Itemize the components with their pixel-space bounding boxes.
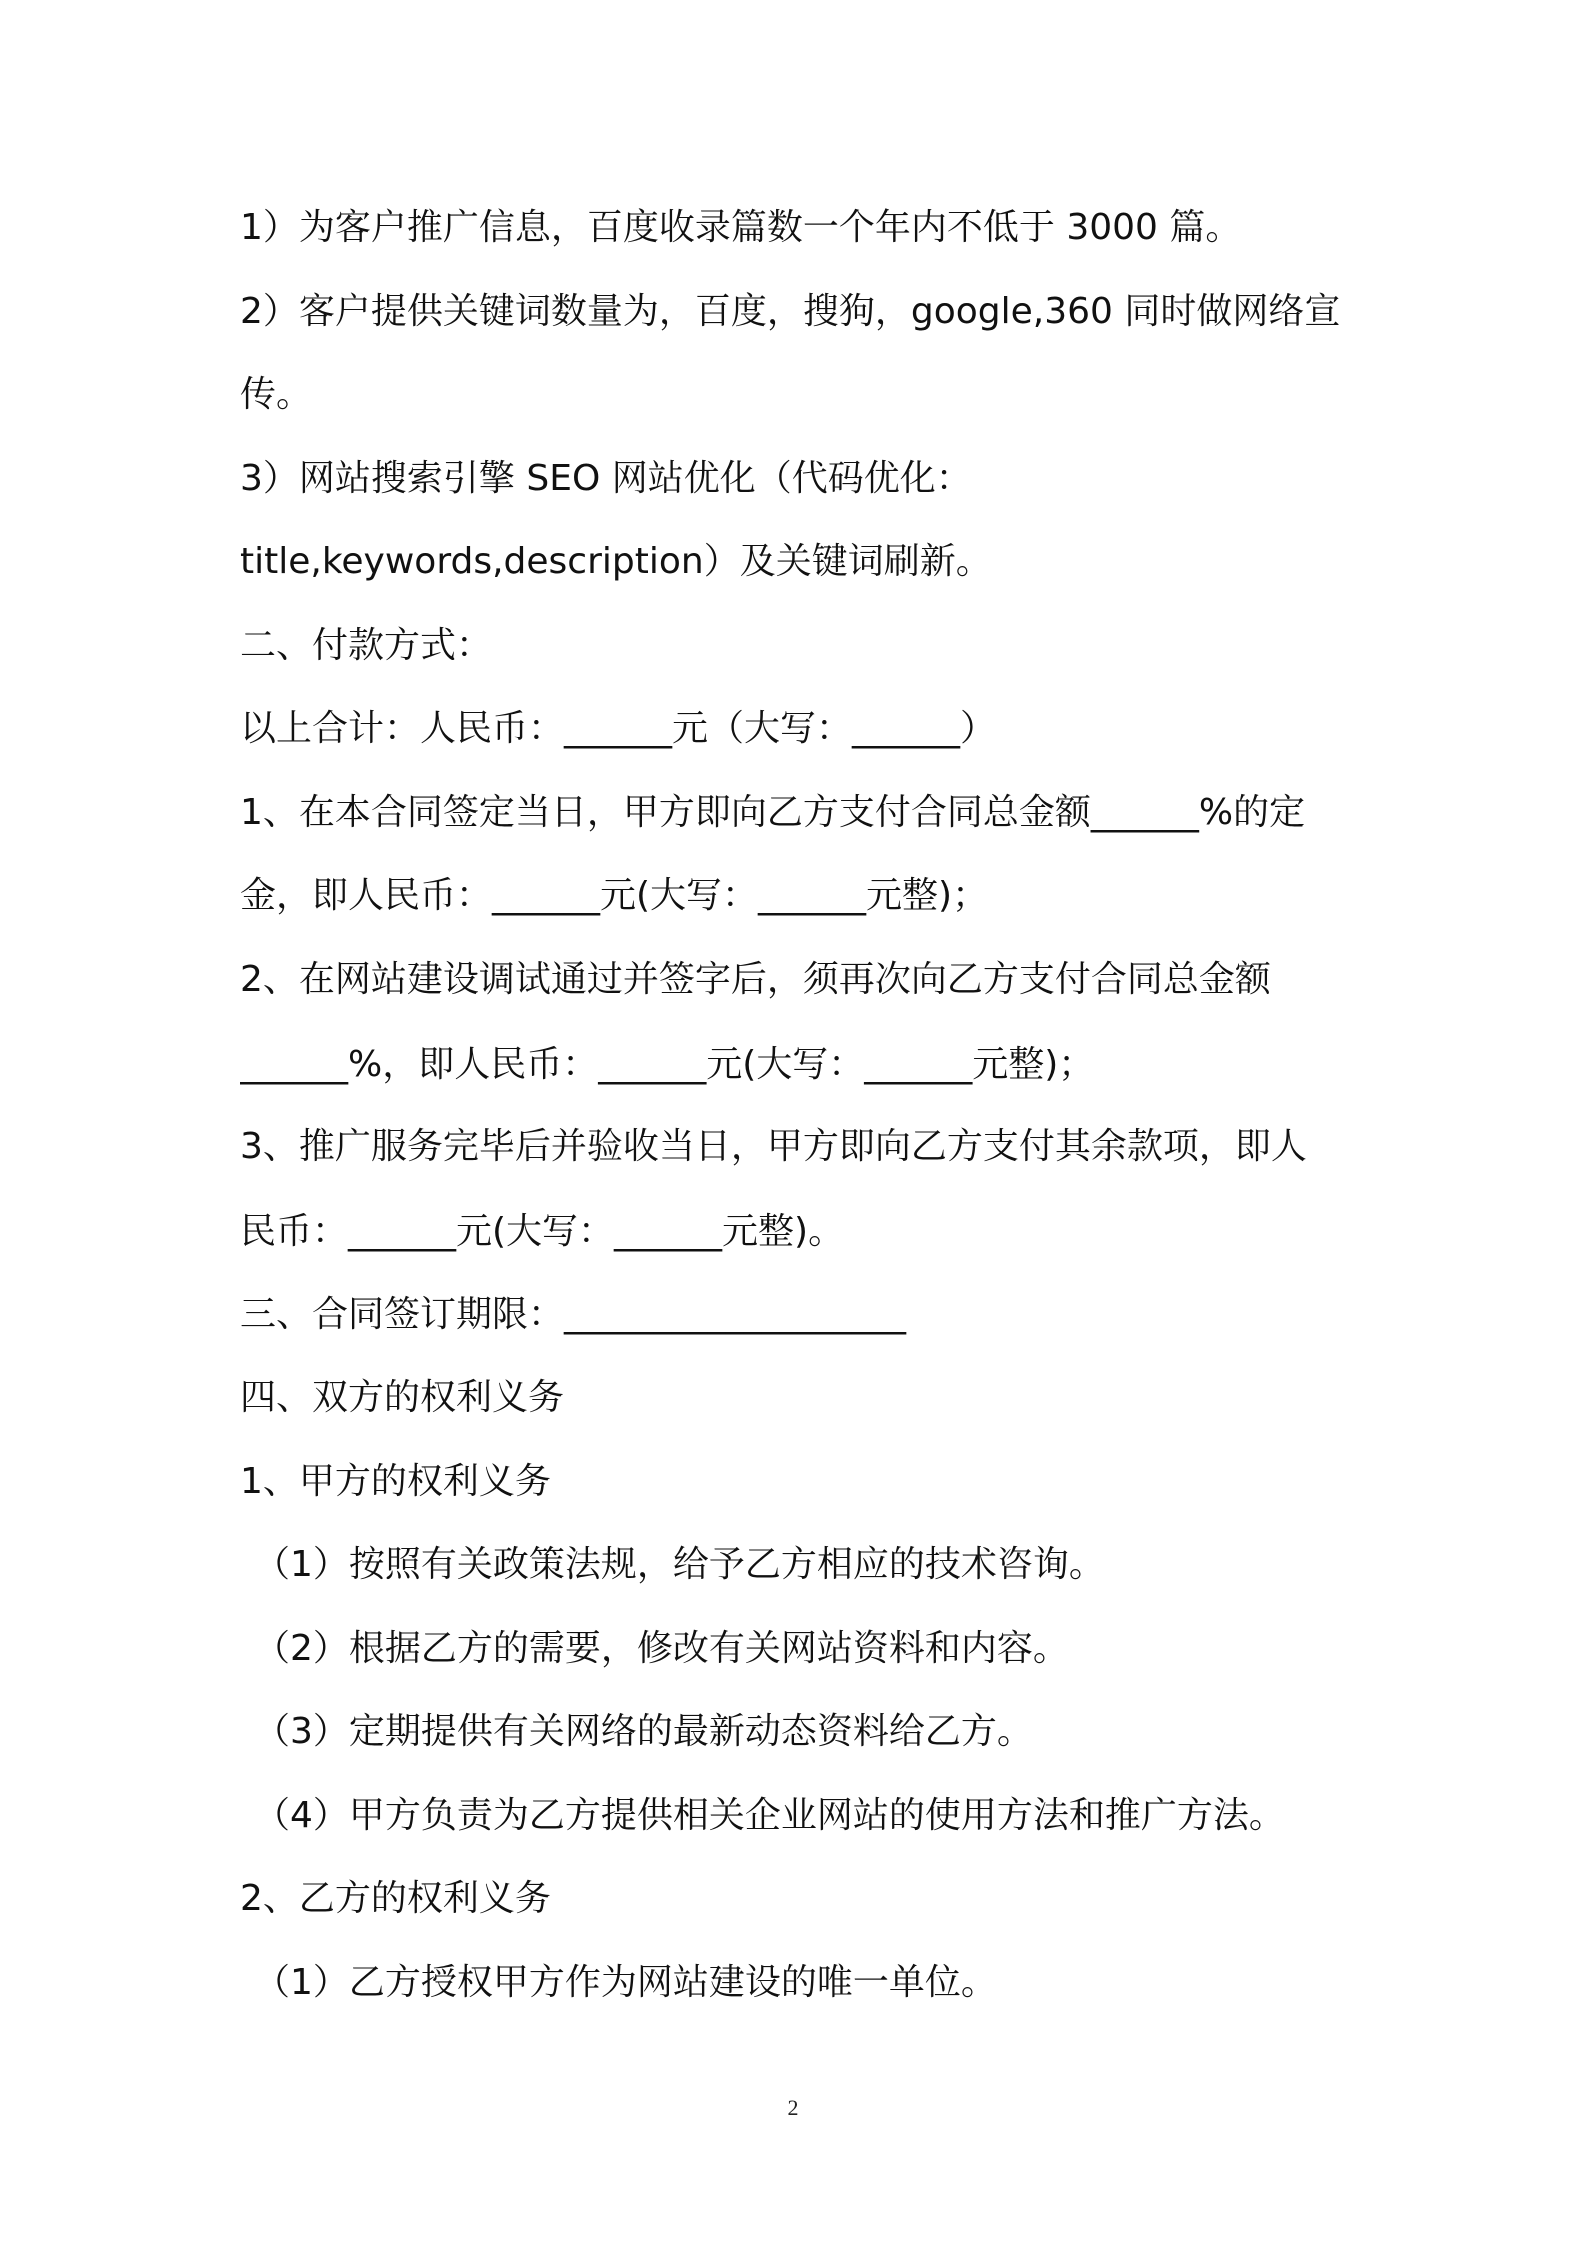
text-line: 传。 bbox=[240, 374, 313, 415]
text-line: 1、在本合同签定当日，甲方即向乙方支付合同总金额______%的定 bbox=[240, 792, 1306, 833]
section-heading: 三、合同签订期限：___________________ bbox=[240, 1294, 907, 1335]
text-line: title,keywords,description）及关键词刷新。 bbox=[240, 541, 992, 582]
text-line: 金，即人民币：______元(大写：______元整)； bbox=[240, 875, 989, 916]
text-line: ______%，即人民币：______元(大写：______元整)； bbox=[240, 1044, 1095, 1085]
list-item: （2）根据乙方的需要，修改有关网站资料和内容。 bbox=[254, 1628, 1069, 1669]
list-item: （1）按照有关政策法规，给予乙方相应的技术咨询。 bbox=[254, 1544, 1105, 1585]
text-line: 2）客户提供关键词数量为，百度，搜狗，google,360 同时做网络宣 bbox=[240, 291, 1341, 332]
text-line: 民币：______元(大写：______元整)。 bbox=[240, 1211, 845, 1252]
section-heading: 二、付款方式： bbox=[240, 625, 493, 666]
text-line: 以上合计：人民币：______元（大写：______） bbox=[240, 708, 997, 749]
subsection-heading: 2、乙方的权利义务 bbox=[240, 1878, 551, 1919]
text-line: 3）网站搜索引擎 SEO 网站优化（代码优化： bbox=[240, 458, 972, 499]
list-item: （4）甲方负责为乙方提供相关企业网站的使用方法和推广方法。 bbox=[254, 1795, 1285, 1836]
list-item: （1）乙方授权甲方作为网站建设的唯一单位。 bbox=[254, 1962, 997, 2003]
text-line: 1）为客户推广信息，百度收录篇数一个年内不低于 3000 篇。 bbox=[240, 207, 1242, 248]
text-line: 3、推广服务完毕后并验收当日，甲方即向乙方支付其余款项，即人 bbox=[240, 1126, 1307, 1167]
page-number: 2 bbox=[787, 2095, 799, 2120]
section-heading: 四、双方的权利义务 bbox=[240, 1377, 565, 1418]
list-item: （3）定期提供有关网络的最新动态资料给乙方。 bbox=[254, 1711, 1033, 1752]
subsection-heading: 1、甲方的权利义务 bbox=[240, 1461, 551, 1502]
text-line: 2、在网站建设调试通过并签字后，须再次向乙方支付合同总金额 bbox=[240, 959, 1271, 1000]
